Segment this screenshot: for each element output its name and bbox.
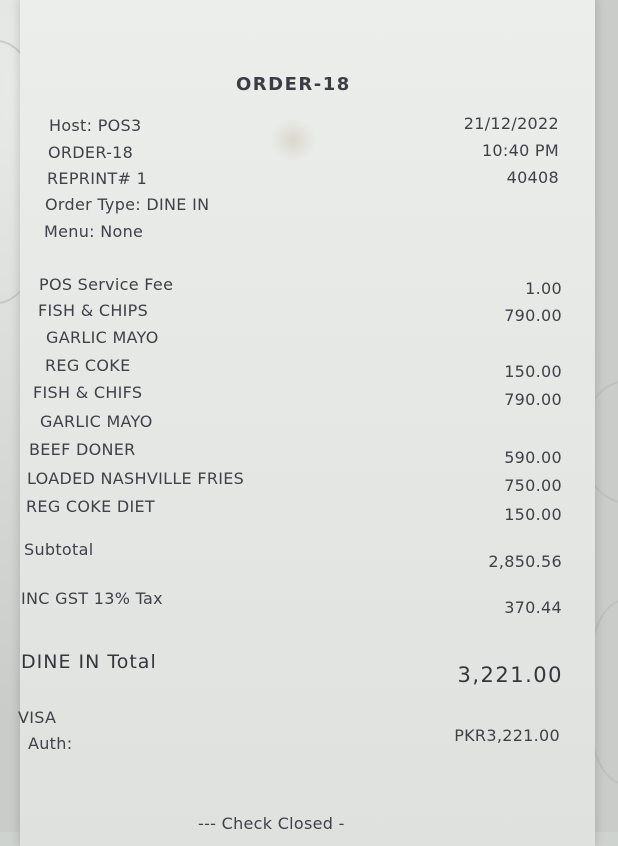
- item-price: 150.00: [504, 505, 562, 524]
- item-price: 1.00: [525, 279, 562, 298]
- item-price: 150.00: [504, 362, 562, 381]
- payment-amount: PKR3,221.00: [454, 726, 560, 745]
- check-number: 40408: [506, 168, 559, 187]
- paper-stain: [268, 120, 318, 160]
- menu-label: Menu: None: [44, 222, 144, 241]
- date-value: 21/12/2022: [463, 114, 559, 133]
- item-label: BEEF DONER: [29, 440, 136, 459]
- total-label: DINE IN Total: [21, 651, 157, 673]
- item-label: LOADED NASHVILLE FRIES: [27, 469, 245, 488]
- item-price: 590.00: [504, 448, 562, 467]
- receipt: [20, 0, 595, 846]
- host-label: Host: POS3: [49, 116, 142, 135]
- check-closed-footer: --- Check Closed -: [198, 814, 345, 833]
- item-label: FISH & CHIPS: [38, 301, 149, 320]
- item-label: POS Service Fee: [39, 275, 174, 294]
- subtotal-label: Subtotal: [24, 540, 94, 559]
- item-label: FISH & CHIFS: [33, 383, 143, 402]
- item-label: REG COKE: [45, 356, 131, 375]
- item-price: 790.00: [504, 306, 562, 325]
- tax-label: INC GST 13% Tax: [21, 589, 163, 608]
- payment-method: VISA: [18, 708, 57, 727]
- time-value: 10:40 PM: [481, 141, 559, 160]
- total-value: 3,221.00: [457, 663, 563, 687]
- auth-label: Auth:: [28, 734, 73, 753]
- receipt-title: ORDER-18: [236, 74, 351, 95]
- item-modifier: GARLIC MAYO: [46, 328, 159, 347]
- item-modifier: GARLIC MAYO: [40, 412, 153, 431]
- item-price: 750.00: [504, 476, 562, 495]
- order-number: ORDER-18: [48, 143, 134, 162]
- item-label: REG COKE DIET: [26, 497, 155, 516]
- subtotal-value: 2,850.56: [488, 552, 562, 571]
- tax-value: 370.44: [504, 598, 562, 617]
- reprint-label: REPRINT# 1: [47, 169, 148, 188]
- item-price: 790.00: [504, 390, 562, 409]
- order-type: Order Type: DINE IN: [45, 195, 210, 214]
